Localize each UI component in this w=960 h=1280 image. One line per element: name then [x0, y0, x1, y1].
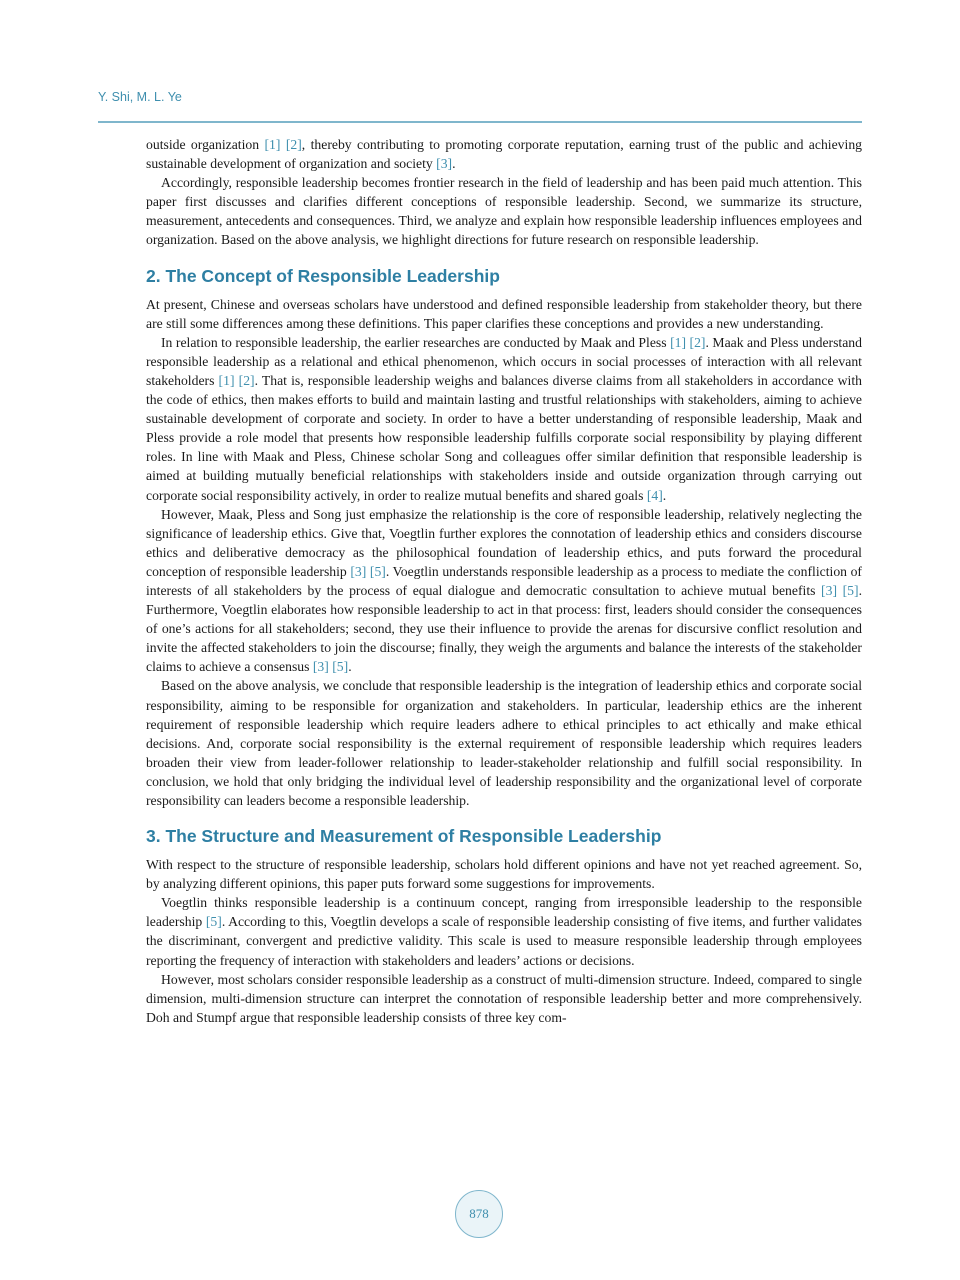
section-heading: 3. The Structure and Measurement of Responsible Leadership: [146, 826, 662, 847]
section-heading: 2. The Concept of Responsible Leadership: [146, 265, 500, 286]
citation-link[interactable]: [3]: [350, 563, 367, 579]
citation-link[interactable]: [5]: [205, 914, 222, 930]
citation-link[interactable]: [1]: [670, 334, 687, 350]
paragraph: However, Maak, Pless and Song just emphasize the relationship is the core of responsible leadership, relatively neglecting the significance of leadership ethics. Give that, Voegtlin further explores the connotation of leadership ethics and considers discourse ethics and deliberative democracy as the philosophical foundation of leadership ethics, and puts forward the procedural conception of responsible leadership [3] [5]. Voegtlin understands responsible leadership as a process to mediate the confliction of interests of all stakeholders by the process of equal dialogue and democratic consultation to achieve mutual benefits [3] [5]. Furthermore, Voegtlin elaborates how responsible leadership to act in that process: first, leaders should consider the consequences of one’s actions for all stakeholders; second, they use their influence to provide the arenas for discursive conflict resolution and invite the affected stakeholders to join the discourse; finally, they weigh the arguments and balance the interests of the stakeholder claims to achieve a consensus [3] [5].: [146, 506, 862, 675]
citation-link[interactable]: [5]: [842, 582, 859, 598]
article-body: [146, 135, 862, 1027]
citation-link[interactable]: [5]: [332, 659, 349, 675]
paragraph: In relation to responsible leadership, the earlier researches are conducted by Maak and Pless [1] [2]. Maak and Pless understand responsible leadership as a relational and ethical phenomenon, which occurs in social processes of interaction with all relevant stakeholders [1] [2]. That is, responsible leadership weighs and balances diverse claims from all stakeholders in accordance with the code of ethics, then makes efforts to build and maintain lasting and trustful relationships with stakeholders, aiming to achieve sustainable development of corporate and society. In order to have a better understanding of responsible leadership, Maak and Pless provide a role model that presents how responsible leadership fulfills corporate social responsibility by playing different roles. In line with Maak and Pless, Chinese scholar Song and colleagues offer similar definition that responsible leadership is aimed at building mutually beneficial relationships with stakeholders inside and outside organization through carrying out corporate social responsibility actively, in order to realize mutual benefits and shared goals [4].: [146, 334, 862, 503]
citation-link[interactable]: [2]: [238, 372, 255, 388]
paragraph: outside organization [1] [2], thereby contributing to promoting corporate reputation, earning trust of the public and achieving sustainable development of organization and society [3].: [146, 137, 863, 172]
citation-link[interactable]: [2]: [689, 334, 706, 350]
paragraph: With respect to the structure of responsible leadership, scholars hold different opinions and have not yet reached agreement. So, by analyzing different opinions, this paper puts forward some suggestions for improvements.: [146, 857, 862, 892]
citation-link[interactable]: [5]: [369, 563, 386, 579]
citation-link[interactable]: [3]: [821, 582, 838, 598]
paragraph: Voegtlin thinks responsible leadership is a continuum concept, ranging from irresponsible leadership to the responsible leadership [5]. According to this, Voegtlin develops a scale of responsible leadership consisting of five items, and further validates the discriminant, convergent and predictive validity. This scale is used to measure responsible leadership through employees reporting the frequency of interaction with stakeholders and leaders’ actions or decisions.: [146, 895, 862, 968]
citation-link[interactable]: [1]: [218, 372, 235, 388]
paragraph: Accordingly, responsible leadership becomes frontier research in the field of leadership and has been paid much attention. This paper first discusses and clarifies different conceptions of responsible leadership. Second, we summarize its structure, measurement, antecedents and consequences. Third, we analyze and explain how responsible leadership influences employees and organization. Based on the above analysis, we highlight directions for future research on responsible leadership.: [146, 175, 862, 248]
running-head-authors: Y. Shi, M. L. Ye: [98, 90, 182, 104]
paragraph: Based on the above analysis, we conclude that responsible leadership is the integration of leadership ethics and corporate social responsibility, aiming to be responsible for organization and stakeholders. In particular, leadership ethics are the inherent requirement of responsible leadership which require leaders adhere to ethical principles to act ethically and make ethical decisions. And, corporate social responsibility is the external requirement of responsible leadership which requires leaders broaden their view from leader-follower relationship to leader-stakeholder relationship and fulfill social responsibility. In conclusion, we hold that only bridging the individual level of leadership responsibility and the organizational level of corporate responsibility can leaders become a responsible leadership.: [146, 678, 862, 808]
paragraph: At present, Chinese and overseas scholars have understood and defined responsible leadership from stakeholder theory, but there are still some differences among these definitions. This paper clarifies these conceptions and provides a new understanding.: [146, 296, 862, 331]
citation-link[interactable]: [2]: [285, 137, 302, 152]
paragraph: However, most scholars consider responsible leadership as a construct of multi-dimension structure. Indeed, compared to single dimension, multi-dimension structure can interpret the connotation of responsible leadership better and more comprehensively. Doh and Stumpf argue that responsible leadership consists of three key com-: [146, 971, 862, 1025]
header-rule: [98, 121, 862, 123]
citation-link[interactable]: [1]: [264, 137, 281, 152]
citation-link[interactable]: [4]: [646, 487, 663, 503]
citation-link[interactable]: [3]: [436, 156, 453, 172]
citation-link[interactable]: [3]: [312, 659, 329, 675]
page-number-badge: 878: [455, 1190, 503, 1238]
